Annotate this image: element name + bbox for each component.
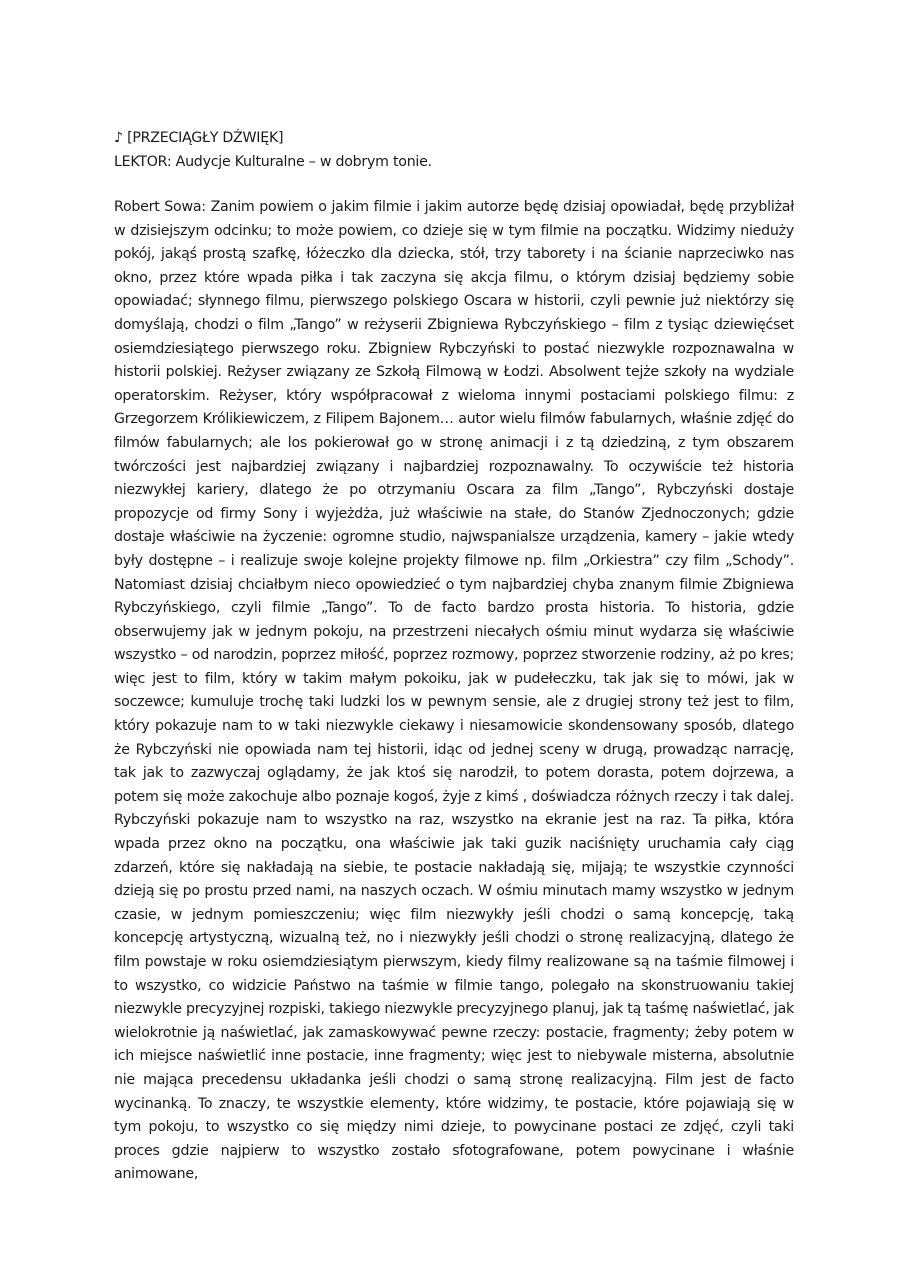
transcript-paragraph: Robert Sowa: Zanim powiem o jakim filmie i jakim autorze będę dzisiaj opowiadał, będę przybliżał w dzisiejszym odcinku; to może powiem, co dzieje się w tym filmie na początku. Widzimy nieduży pokój, jakąś prostą szafkę, łóżeczko dla dziecka, stół, trzy taborety i na ścianie naprzeciwko nas okno, przez które wpada piłka i tak zaczyna się akcja filmu, o którym dzisiaj będziemy sobie opowiadać; słynnego filmu, pierwszego polskiego Oscara w historii, czyli pewnie już niektórzy się domyślają, chodzi o film „Tango” w reżyserii Zbigniewa Rybczyńskiego – film z tysiąc dziewięćset osiemdziesiątego pierwszego roku. Zbigniew Rybczyński to postać niezwykle rozpoznawalna w historii polskiej. Reżyser związany ze Szkołą Filmową w Łodzi. Absolwent tejże szkoły na wydziale operatorskim. Reżyser, który współpracował z wieloma innymi postaciami polskiego filmu: z Grzegorzem Królikiewiczem, z Filipem Bajonem… autor wielu filmów fabularnych, właśnie zdjęć do filmów fabularnych; ale los pokierował go w stronę animacji i z tą dziedziną, z tym obszarem twórczości jest najbardziej związany i najbardziej rozpoznawalny. To oczywiście też historia niezwykłej kariery, dlatego że po otrzymaniu Oscara za film „Tango”, Rybczyński dostaje propozycje od firmy Sony i wyjeżdża, już właściwie na stałe, do Stanów Zjednoczonych; gdzie dostaje właściwie na życzenie: ogromne studio, najwspanialsze urządzenia, kamery – jakie wtedy były dostępne – i realizuje swoje kolejne projekty filmowe np. film „Orkiestra” czy film „Schody”. Natomiast dzisiaj chciałbym nieco opowiedzieć o tym najbardziej chyba znanym filmie Zbigniewa Rybczyńskiego, czyli filmie „Tango”. To de facto bardzo prosta historia. To historia, gdzie obserwujemy jak w jednym pokoju, na przestrzeni niecałych ośmiu minut wydarza się właściwie wszystko – od narodzin, poprzez miłość, poprzez rozmowy, poprzez stworzenie rodziny, aż po kres; więc jest to film, który w takim małym pokoiku, jak w pudełeczku, tak jak się to mówi, jak w soczewce; kumuluje trochę taki ludzki los w pewnym sensie, ale z drugiej strony też jest to film, który pokazuje nam to w taki niezwykle ciekawy i niesamowicie skondensowany sposób, dlatego że Rybczyński nie opowiada nam tej historii, idąc od jednej sceny w drugą, prowadząc narrację, tak jak to zazwyczaj oglądamy, że jak ktoś się narodził, to potem dorasta, potem dojrzewa, a potem się może zakochuje albo poznaje kogoś, żyje z kimś , doświadcza różnych rzeczy i tak dalej. Rybczyński pokazuje nam to wszystko na raz, wszystko na ekranie jest na raz. Ta piłka, która wpada przez okno na początku, ona właściwie jak taki guzik naciśnięty uruchamia cały ciąg zdarzeń, które się nakładają na siebie, te postacie nakładają się, mijają; te wszystkie czynności dzieją się po prostu przed nami, na naszych oczach. W ośmiu minutach mamy wszystko w jednym czasie, w jednym pomieszczeniu; więc film niezwykły jeśli chodzi o samą koncepcję, taką koncepcję artystyczną, wizualną też, no i niezwykły jeśli chodzi o stronę realizacyjną, dlatego że film powstaje w roku osiemdziesiątym pierwszym, kiedy filmy realizowane są na taśmie filmowej i to wszystko, co widzicie Państwo na taśmie w filmie tango, polegało na skonstruowaniu takiej niezwykle precyzyjnej rozpiski, takiego niezwykle precyzyjnego planuj, jak tą taśmę naświetlać, jak wielokrotnie ją naświetlać, jak zamaskowywać pewne rzeczy: postacie, fragmenty; żeby potem w ich miejsce naświetlić inne postacie, inne fragmenty; więc jest to niebywale misterna, absolutnie nie mająca precedensu układanka jeśli chodzi o samą stronę realizacyjną. Film jest de facto wycinanką. To znaczy, te wszystkie elementy, które widzimy, te postacie, które pojawiają się w tym pokoju, to wszystko co się między nimi dzieje, to powycinane postaci ze zdjęć, czyli taki proces gdzie najpierw to wszystko zostało sfotografowane, potem powycinane i właśnie animowane, — [114, 199, 794, 1183]
sound-cue-line: ♪ [PRZECIĄGŁY DŹWIĘK] — [114, 130, 284, 146]
document-content — [114, 126, 794, 1187]
paragraph-spacer — [114, 174, 794, 196]
narrator-line: LEKTOR: Audycje Kulturalne – w dobrym tonie. — [114, 154, 432, 170]
